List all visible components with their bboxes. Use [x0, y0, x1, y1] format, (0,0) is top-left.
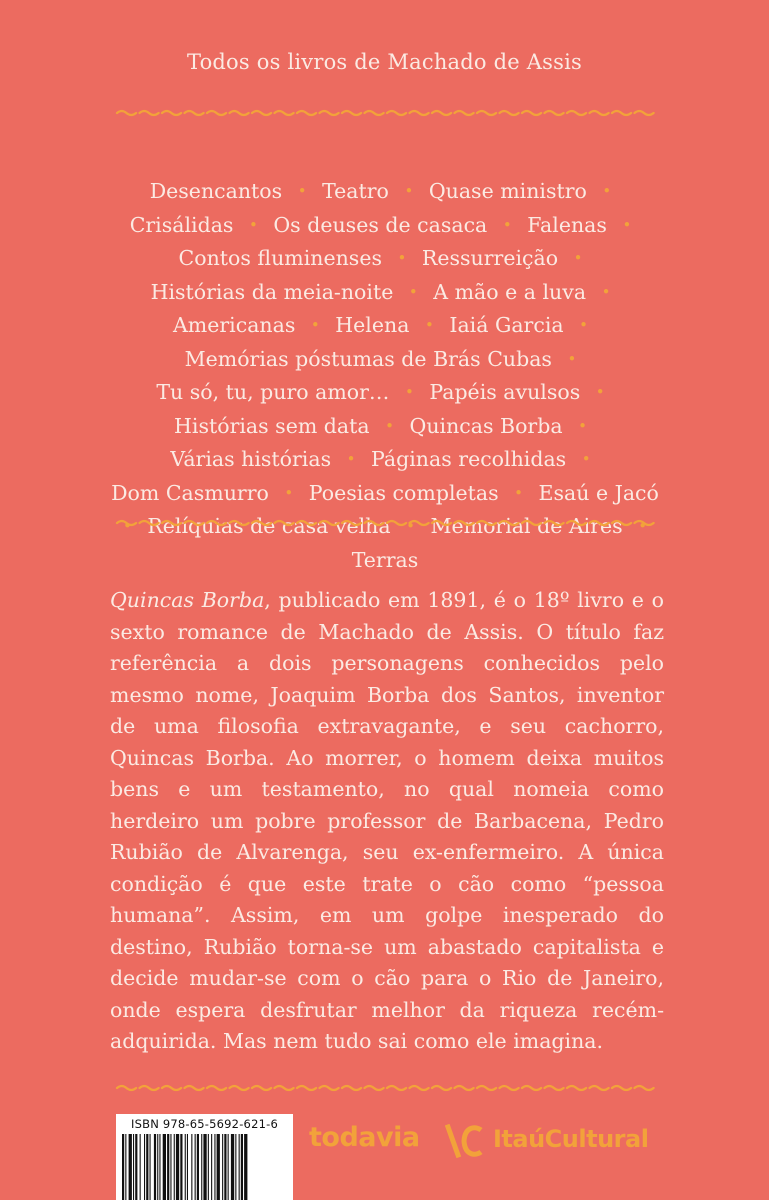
book-title: Tu só, tu, puro amor… [156, 380, 390, 404]
page-title: Todos os livros de Machado de Assis [187, 50, 582, 74]
bullet-separator-icon: • [424, 316, 434, 334]
book-title: Várias histórias [170, 447, 332, 471]
publisher-logo: todavia [309, 1122, 420, 1153]
book-title: Desencantos [149, 179, 283, 203]
book-title: Esaú e Jacó [538, 480, 659, 505]
bullet-separator-icon: • [297, 182, 307, 200]
book-title: Histórias da meia-noite [150, 279, 394, 304]
book-title: Americanas [172, 313, 296, 337]
bullet-separator-icon: • [385, 416, 394, 435]
book-title: Crisálidas [129, 212, 234, 237]
book-title: A mão e a luva [433, 279, 587, 304]
book-title: Páginas recolhidas [371, 447, 567, 471]
book-title: Falenas [527, 212, 607, 237]
synopsis-text: , publicado em 1891, é o 18º livro e o sexto romance de Machado de Assis. O título faz referência a dois personagens conhecidos pelo mesmo nome, Joaquim Borba dos Santos, inventor de uma filosofia extravagante, e seu cachorro, Quincas Borba. Ao morrer, o homem deixa muitos bens e um testamento, no qual nomeia como herdeiro um pobre professor de Barbacena, Pedro Rubião de Alvarenga, seu ex-enfermeiro. A única condição é que este trate o cão como “pessoa humana”. Assim, em um golpe inesperado do destino, Rubião torna-se um abastado capitalista e decide mudar-se com o cão para o Rio de Janeiro, onde espera desfrutar melhor da riqueza recém-adquirida. Mas nem tudo sai como ele imagina. [110, 588, 664, 1053]
bullet-separator-icon: • [284, 483, 294, 502]
bullet-separator-icon: • [122, 517, 132, 535]
book-title: Dom Casmurro [111, 480, 269, 505]
bullet-separator-icon: • [408, 282, 418, 301]
book-title: Relíquias de casa velha [147, 514, 391, 538]
wave-divider-bottom [115, 1081, 655, 1095]
book-title: Helena [335, 313, 410, 337]
bullet-separator-icon: • [595, 383, 605, 401]
synopsis-book-title: Quincas Borba [110, 588, 265, 612]
book-title: Memórias póstumas de Brás Cubas [184, 346, 552, 371]
book-title: Memorial de Aires [430, 514, 623, 538]
bullet-separator-icon: • [406, 517, 415, 535]
book-title: Contos fluminenses [178, 246, 382, 270]
wave-divider-middle [115, 516, 655, 530]
bullet-separator-icon: • [581, 450, 591, 468]
isbn-number: ISBN 978-65-5692-621-6 [131, 1117, 278, 1131]
book-title: Iaiá Garcia [449, 313, 564, 337]
book-title: Quase ministro [428, 179, 587, 203]
bullet-separator-icon: • [310, 316, 320, 334]
bullet-separator-icon: • [567, 349, 577, 368]
bullet-separator-icon: • [622, 215, 632, 234]
wave-divider-top [115, 106, 655, 120]
bullet-separator-icon: • [404, 182, 414, 200]
bullet-separator-icon: • [602, 182, 612, 200]
bullet-separator-icon: • [404, 383, 414, 401]
book-title: Histórias sem data [174, 413, 370, 438]
bullet-separator-icon: • [573, 249, 583, 267]
bullet-separator-icon: • [601, 282, 611, 301]
partner-logo: ItaúCultural [493, 1125, 649, 1153]
itau-cultural-logo-icon [445, 1124, 485, 1158]
bullet-separator-icon: • [346, 450, 356, 468]
book-title: Papéis avulsos [429, 380, 581, 404]
isbn-barcode [116, 1114, 293, 1200]
synopsis [110, 585, 664, 1058]
book-title: Poesias completas [308, 480, 499, 505]
bullet-separator-icon: • [638, 517, 648, 535]
bullet-separator-icon: • [579, 316, 589, 334]
barcode-bars-icon [122, 1134, 287, 1200]
book-title: Os deuses de casaca [273, 212, 488, 237]
bullet-separator-icon: • [578, 416, 587, 435]
bullet-separator-icon: • [502, 215, 512, 234]
bullet-separator-icon: • [514, 483, 523, 502]
bullet-separator-icon: • [397, 249, 407, 267]
book-title: Terras [351, 547, 419, 572]
bullet-separator-icon: • [248, 215, 258, 234]
book-title: Ressurreição [421, 246, 559, 270]
book-title: Teatro [322, 179, 389, 203]
book-title: Quincas Borba [409, 413, 563, 438]
